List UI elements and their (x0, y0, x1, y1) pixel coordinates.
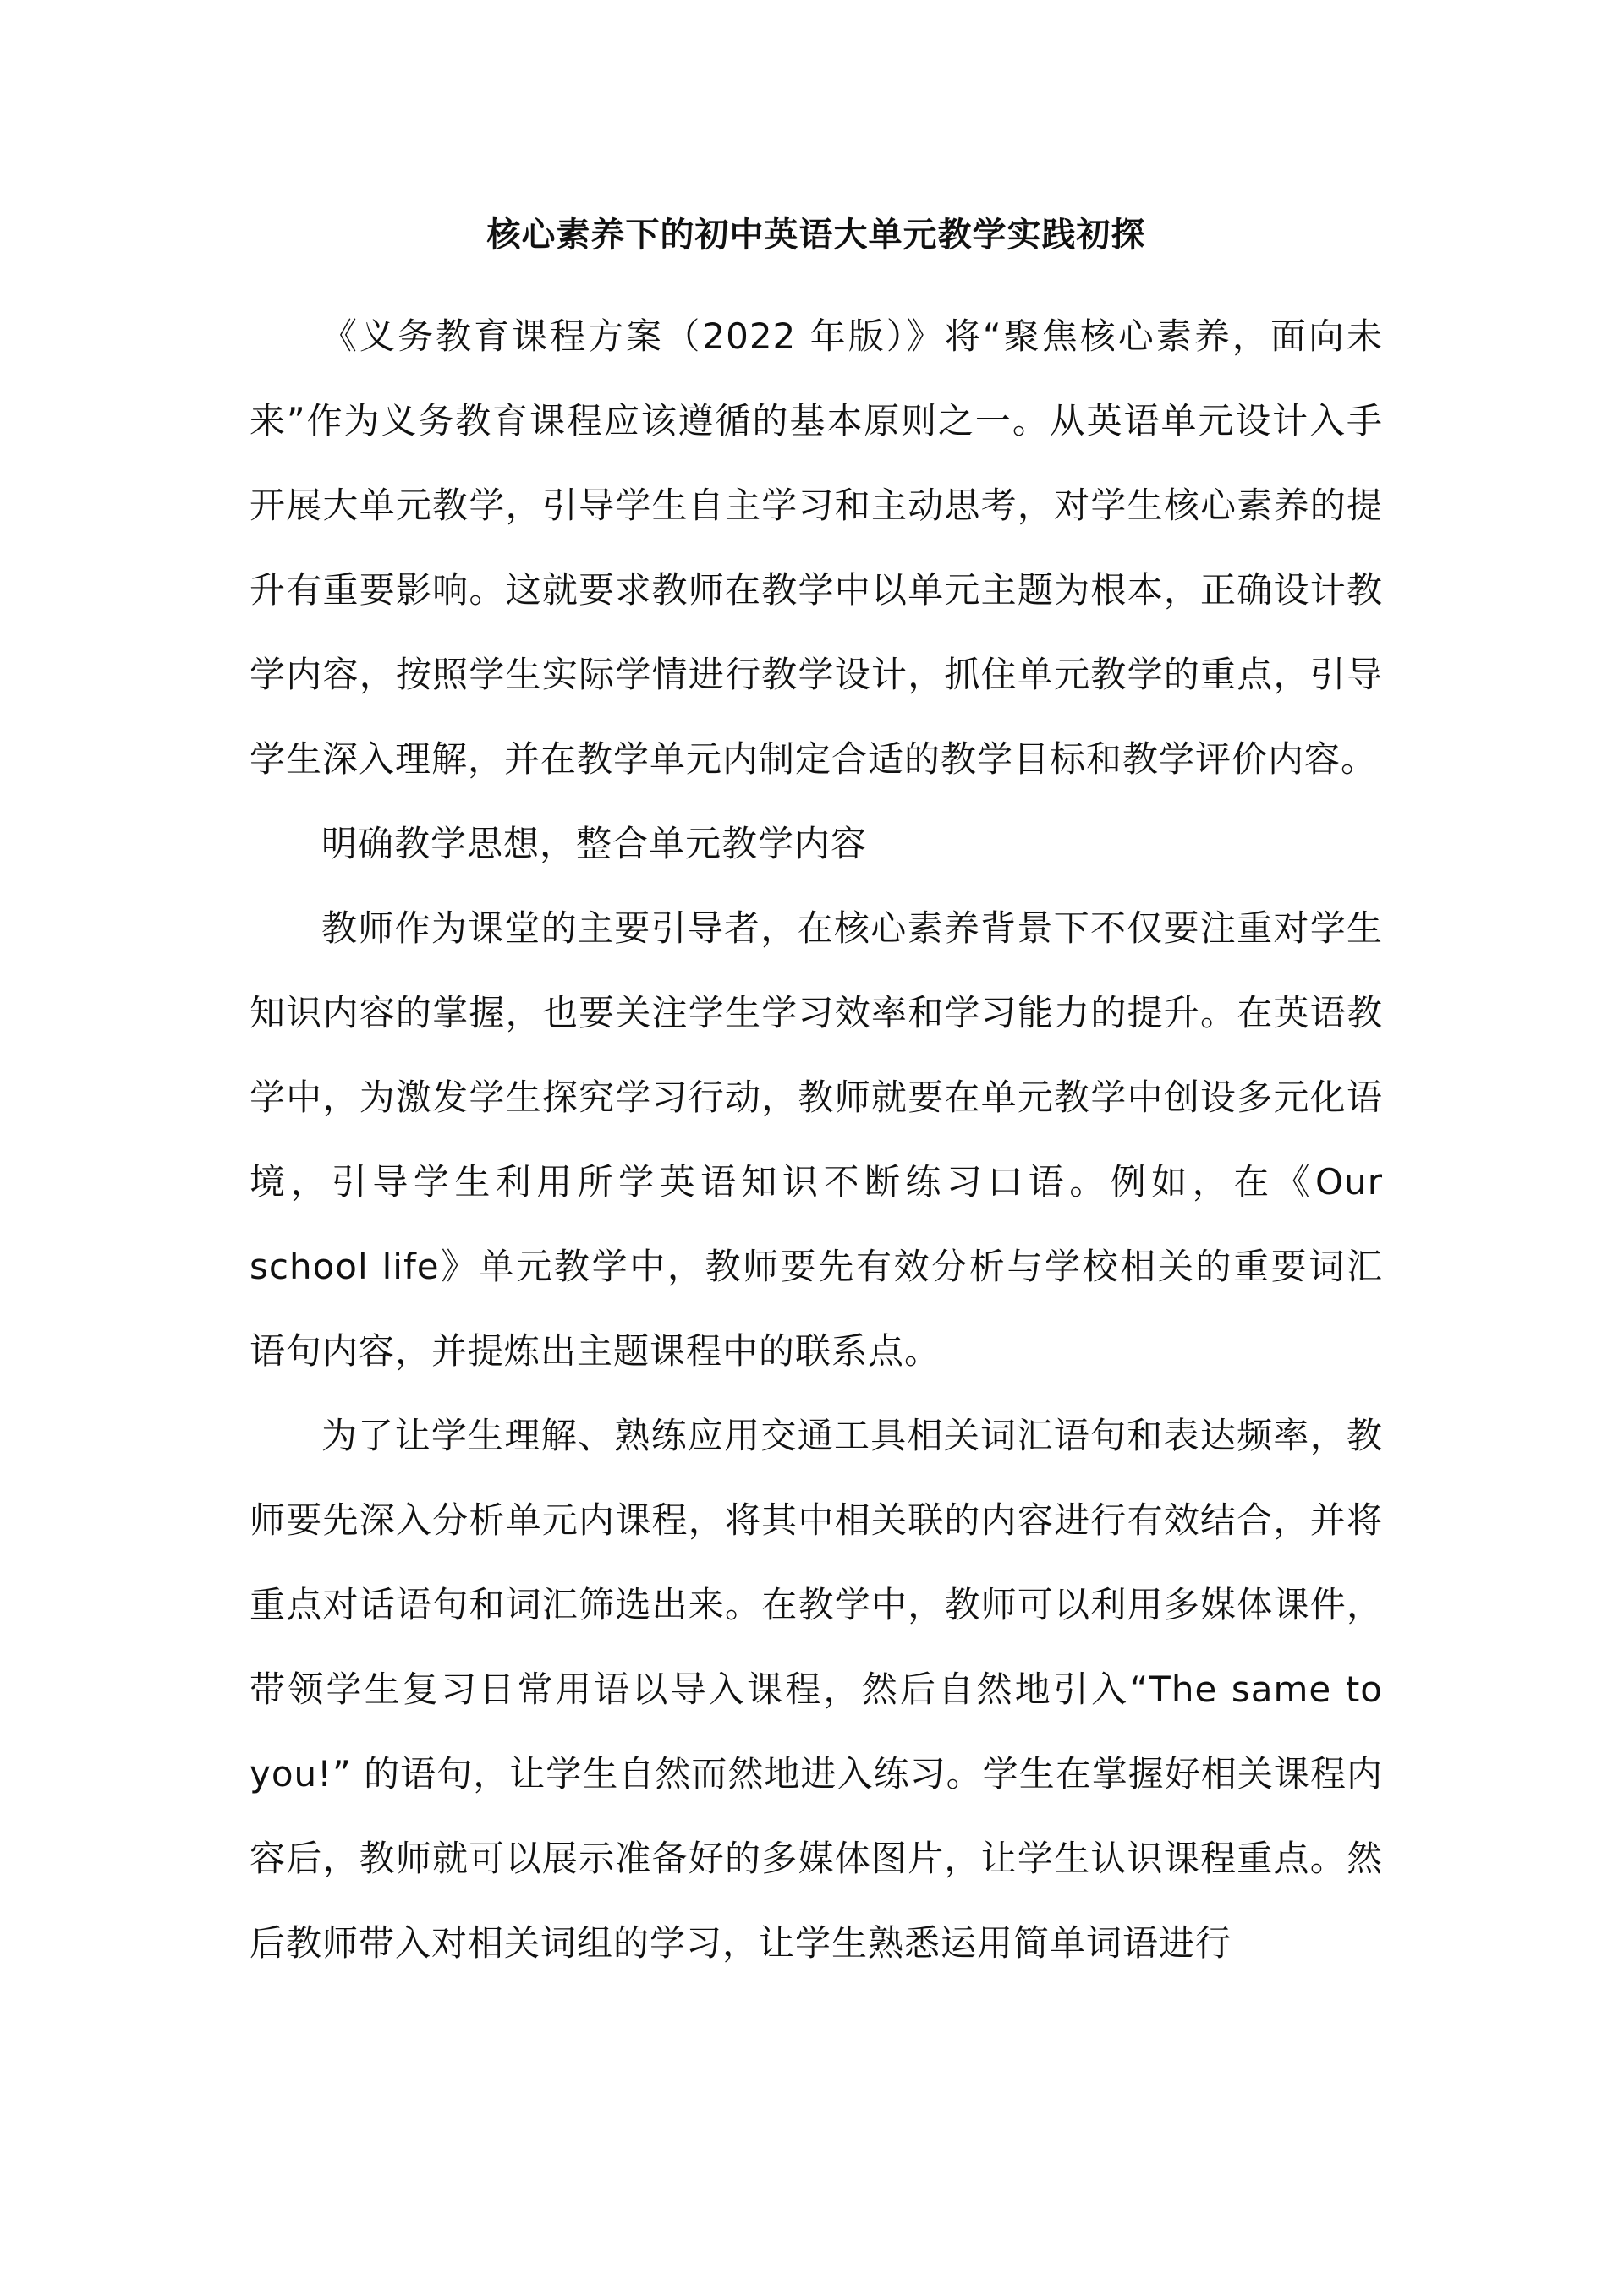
document-body (250, 213, 1383, 1986)
section-paragraph-1: 教师作为课堂的主要引导者，在核心素养背景下不仅要注重对学生知识内容的掌握，也要关注学生学习效率和学习能力的提升。在英语教学中，为激发学生探究学习行动，教师就要在单元教学中创设多元化语境，引导学生利用所学英语知识不断练习口语。例如，在《Our school life》单元教学中，教师要先有效分析与学校相关的重要词汇语句内容，并提炼出主题课程中的联系点。 (250, 907, 1383, 1372)
section-paragraph-2: 为了让学生理解、熟练应用交通工具相关词汇语句和表达频率，教师要先深入分析单元内课程，将其中相关联的内容进行有效结合，并将重点对话语句和词汇筛选出来。在教学中，教师可以利用多媒体课件，带领学生复习日常用语以导入课程，然后自然地引入“The same to you!” 的语句，让学生自然而然地进入练习。学生在掌握好相关课程内容后，教师就可以展示准备好的多媒体图片，让学生认识课程重点。然后教师带入对相关词组的学习，让学生熟悉运用简单词语进行 (250, 1415, 1383, 1964)
document-title: 核心素养下的初中英语大单元教学实践初探 (486, 216, 1146, 255)
intro-paragraph: 《义务教育课程方案（2022 年版）》将“聚焦核心素养，面向未来”作为义务教育课程应该遵循的基本原则之一。从英语单元设计入手开展大单元教学，引导学生自主学习和主动思考，对学生核心素养的提升有重要影响。这就要求教师在教学中以单元主题为根本，正确设计教学内容，按照学生实际学情进行教学设计，抓住单元教学的重点，引导学生深入理解，并在教学单元内制定合适的教学目标和教学评价内容。 (250, 315, 1383, 780)
section-heading: 明确教学思想，整合单元教学内容 (321, 823, 868, 864)
